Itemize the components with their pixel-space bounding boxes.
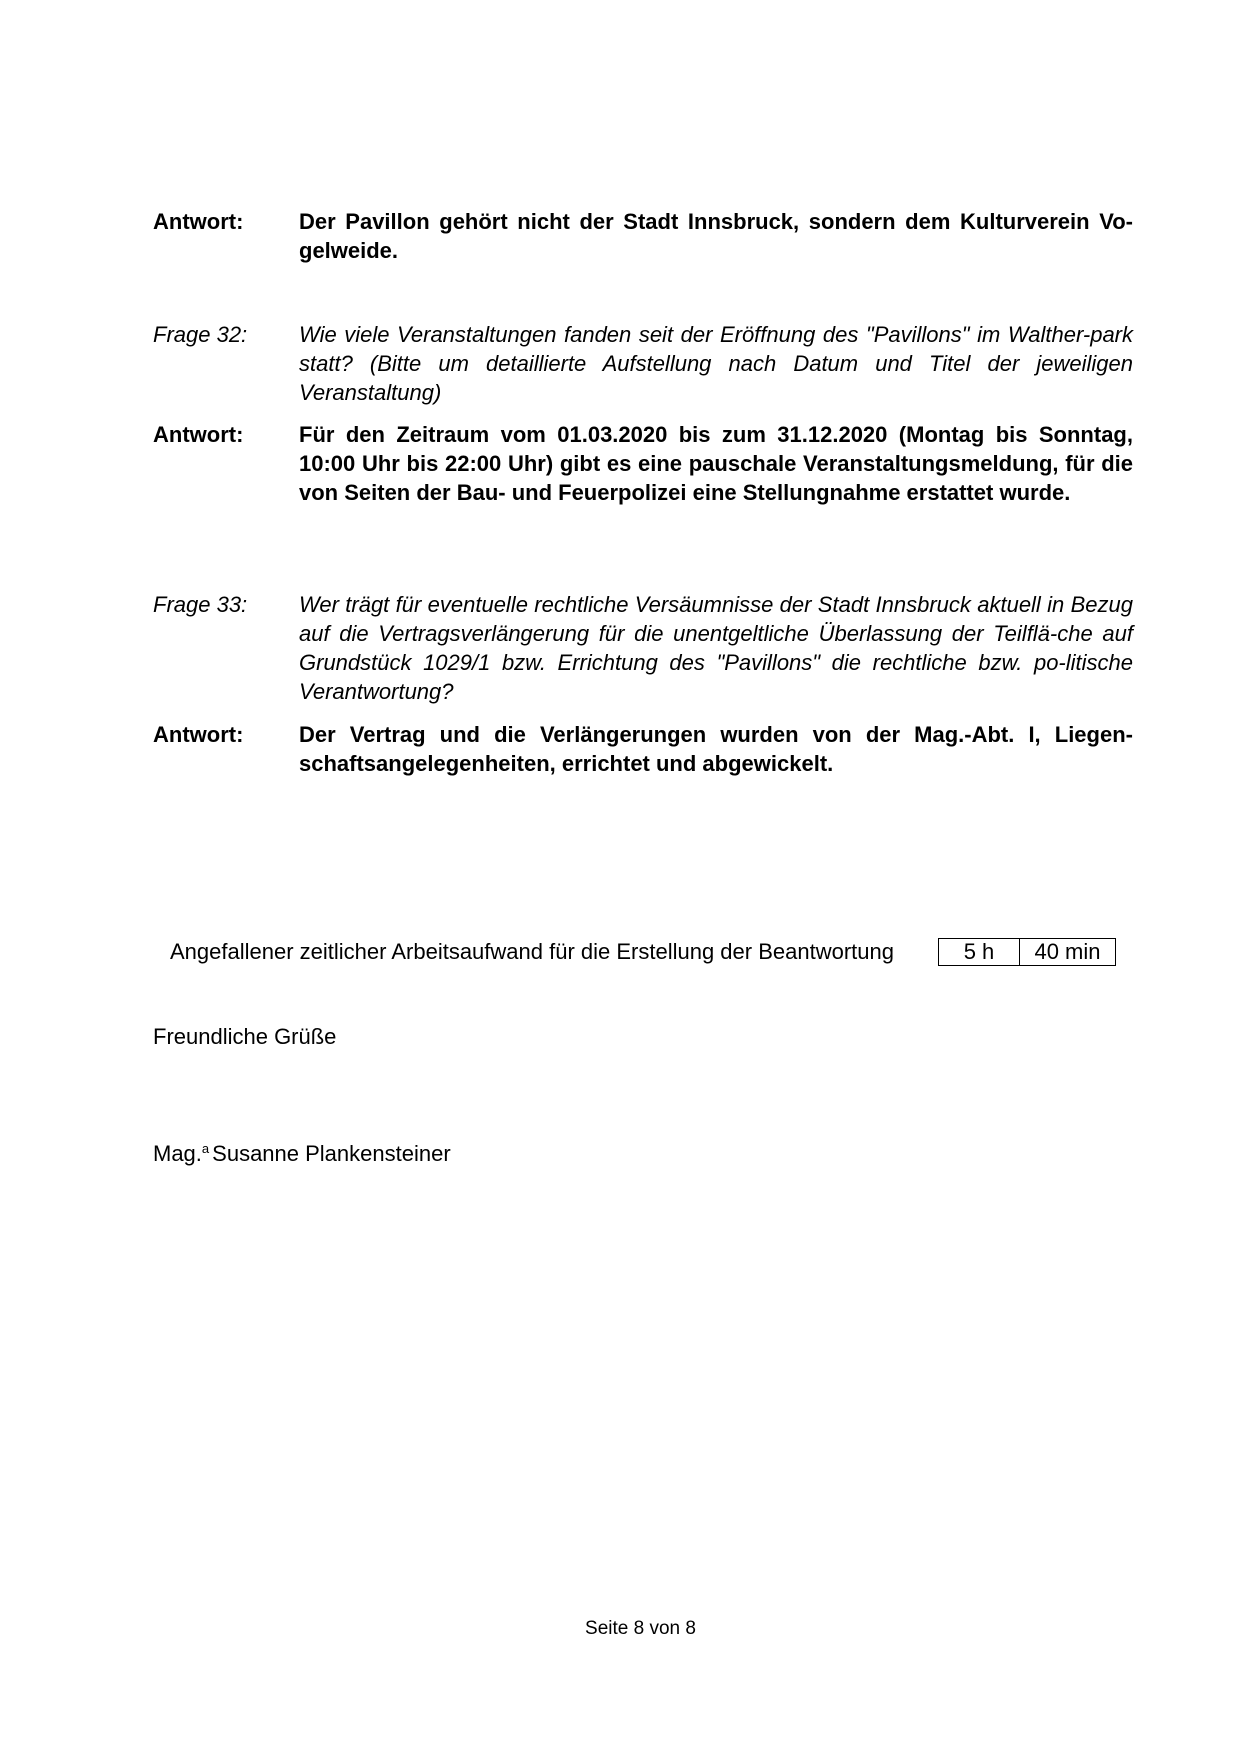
page-footer: [0, 1617, 1241, 1641]
answer-31: [153, 207, 1133, 265]
signature: [153, 1135, 451, 1168]
question-33: [153, 590, 1133, 706]
question-text: Wie viele Veranstaltungen fanden seit der Eröffnung des "Pavillons" im Walther-park statt? (Bitte um detaillierte Aufstellung nach Datum und Titel der jeweiligen Veranstaltung): [299, 322, 1133, 405]
effort-minutes: 40 min: [1034, 939, 1101, 964]
question-label: Frage 32:: [153, 322, 248, 347]
answer-label: Antwort:: [153, 209, 244, 234]
answer-text: Der Vertrag und die Verlängerungen wurden von der Mag.-Abt. I, Liegen-schaftsangelegenheiten, errichtet und abgewickelt.: [299, 722, 1133, 776]
effort-box: [938, 938, 1116, 966]
answer-33: [153, 720, 1133, 778]
signature-name: Susanne Plankensteiner: [212, 1141, 451, 1166]
answer-label: Antwort:: [153, 422, 244, 447]
question-text: Wer trägt für eventuelle rechtliche Versäumnisse der Stadt Innsbruck aktuell in Bezug auf die Vertragsverlängerung für die unentgeltliche Überlassung der Teilflä-che auf Grundstück 1029/1 bzw. Errichtung des "Pavillons" die rechtliche bzw. po-litische Verantwortung?: [299, 592, 1133, 704]
question-label: Frage 33:: [153, 592, 248, 617]
signature-title: Mag.: [153, 1141, 202, 1166]
signature-title-suffix: a: [201, 1141, 210, 1156]
effort-label: Angefallener zeitlicher Arbeitsaufwand für die Erstellung der Beantwortung: [170, 939, 894, 964]
question-32: [153, 320, 1133, 407]
answer-label: Antwort:: [153, 722, 244, 747]
page-indicator: Seite 8 von 8: [585, 1618, 696, 1639]
closing-greeting: Freundliche Grüße: [153, 1024, 337, 1049]
effort-hours: 5 h: [939, 939, 1020, 965]
effort-row: [170, 938, 1115, 966]
answer-text: Für den Zeitraum vom 01.03.2020 bis zum 31.12.2020 (Montag bis Sonntag, 10:00 Uhr bis 22:00 Uhr) gibt es eine pauschale Veranstaltungsmeldung, für die von Seiten der Bau- und Feuerpolizei eine Stellungnahme erstattet wurde.: [299, 422, 1133, 505]
answer-text: Der Pavillon gehört nicht der Stadt Innsbruck, sondern dem Kulturverein Vo-gelweide.: [299, 209, 1133, 263]
answer-32: [153, 420, 1133, 507]
